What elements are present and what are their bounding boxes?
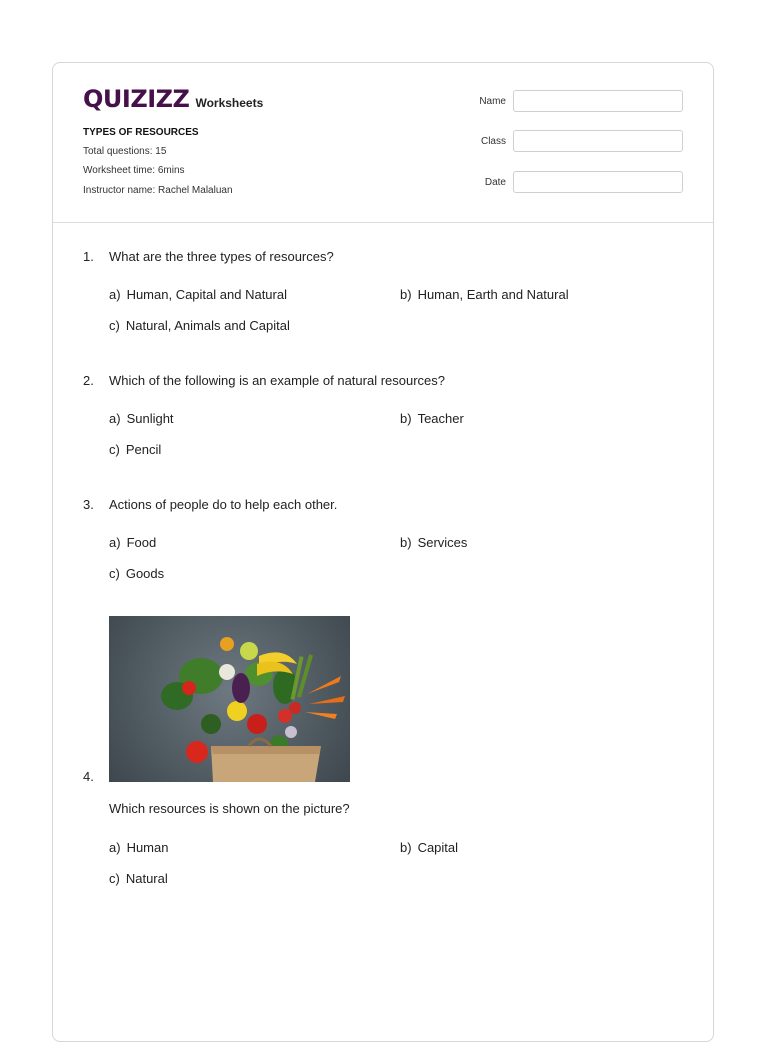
option-letter: a) [109, 840, 121, 855]
option-letter: b) [400, 287, 412, 302]
option-text: Capital [417, 840, 459, 855]
option-a[interactable] [109, 411, 174, 426]
question-text: Which of the following is an example of natural resources? [109, 373, 446, 388]
class-label: Class [480, 136, 506, 147]
instructor-name: Instructor name: Rachel Malaluan [83, 185, 233, 196]
option-text: Teacher [417, 411, 464, 426]
option-letter: a) [109, 411, 121, 426]
logo-subtitle: Worksheets [195, 96, 264, 110]
date-field[interactable] [513, 171, 683, 193]
name-field[interactable] [513, 90, 683, 112]
option-letter: b) [400, 411, 412, 426]
option-a[interactable] [109, 287, 287, 302]
option-letter: c) [109, 442, 120, 457]
option-letter: a) [109, 287, 121, 302]
question-text: What are the three types of resources? [109, 249, 334, 264]
option-text: Human [126, 840, 169, 855]
option-b[interactable] [400, 287, 569, 302]
question-number: 4. [83, 769, 94, 784]
option-text: Food [126, 535, 157, 550]
name-label: Name [479, 96, 506, 107]
option-letter: c) [109, 566, 120, 581]
worksheet-title: TYPES OF RESOURCES [83, 127, 199, 138]
question-number: 3. [83, 497, 94, 512]
option-letter: b) [400, 840, 412, 855]
option-text: Services [417, 535, 468, 550]
quizizz-logo [83, 85, 263, 113]
question-text: Actions of people do to help each other. [109, 497, 338, 512]
option-text: Natural, Animals and Capital [125, 318, 290, 333]
worksheet-header [53, 63, 713, 223]
option-c[interactable] [109, 871, 168, 886]
total-questions: Total questions: 15 [83, 146, 167, 157]
option-text: Human, Capital and Natural [126, 287, 287, 302]
option-letter: a) [109, 535, 121, 550]
option-b[interactable] [400, 411, 464, 426]
option-letter: c) [109, 318, 120, 333]
class-field[interactable] [513, 130, 683, 152]
option-text: Sunlight [126, 411, 174, 426]
question-number: 2. [83, 373, 94, 388]
question-number: 1. [83, 249, 94, 264]
question-text: Which resources is shown on the picture? [109, 801, 350, 816]
logo-wordmark: QUIZIZZ [83, 85, 190, 113]
option-a[interactable] [109, 535, 156, 550]
option-c[interactable] [109, 442, 161, 457]
option-a[interactable] [109, 840, 168, 855]
option-c[interactable] [109, 318, 290, 333]
option-text: Pencil [125, 442, 162, 457]
option-letter: c) [109, 871, 120, 886]
option-b[interactable] [400, 535, 467, 550]
option-text: Human, Earth and Natural [417, 287, 569, 302]
vegetables-in-bag-icon [109, 616, 350, 782]
date-label: Date [484, 177, 506, 188]
option-c[interactable] [109, 566, 164, 581]
option-text: Natural [125, 871, 168, 886]
vegetables-photo [109, 616, 350, 782]
worksheet-time: Worksheet time: 6mins [83, 165, 185, 176]
option-b[interactable] [400, 840, 458, 855]
worksheet-page [52, 62, 714, 1042]
option-letter: b) [400, 535, 412, 550]
option-text: Goods [125, 566, 165, 581]
